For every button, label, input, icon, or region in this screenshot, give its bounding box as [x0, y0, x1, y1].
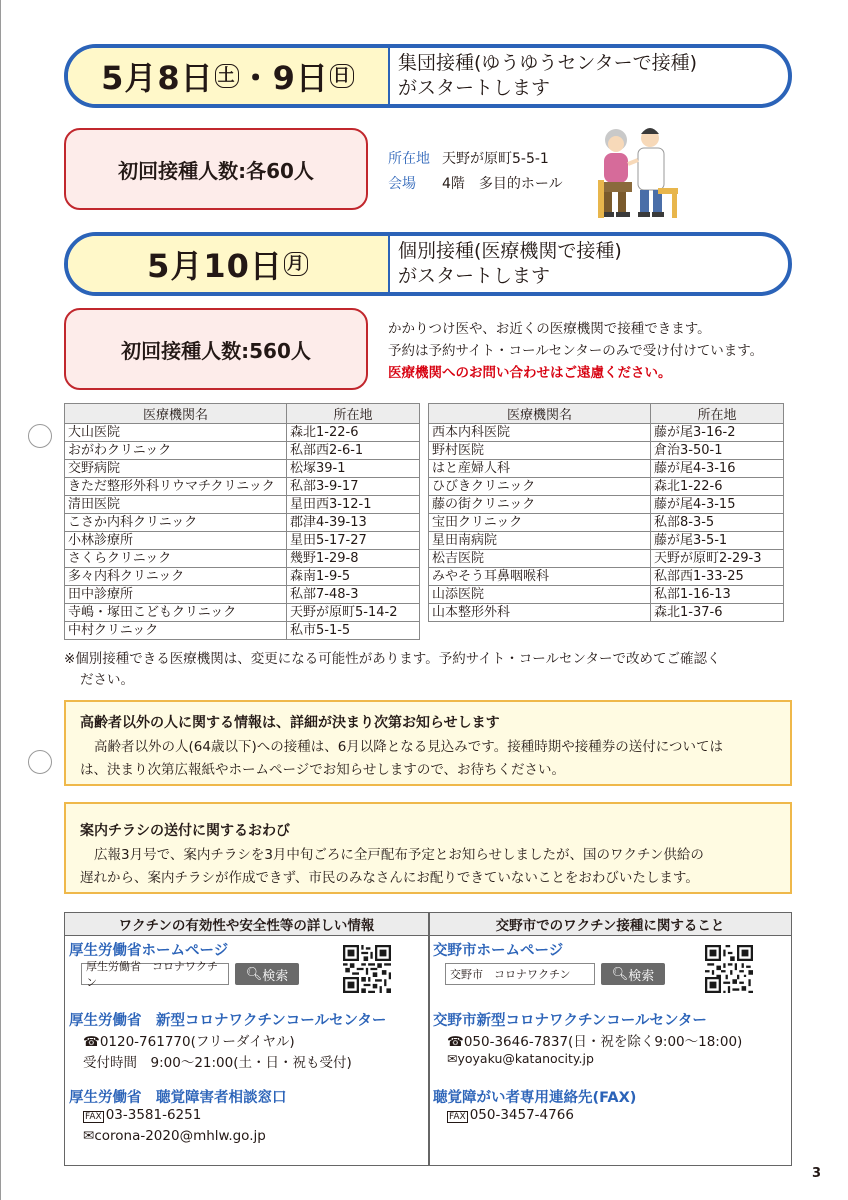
clinic-name-cell: 交野病院: [65, 460, 287, 478]
clinic-address-cell: 天野が原町2-29-3: [651, 550, 784, 568]
clinic-address-cell: 私部8-3-5: [651, 514, 784, 532]
banner-line: 集団接種(ゆうゆうセンターで接種): [398, 52, 698, 74]
banner-individual-vaccination: [64, 232, 792, 296]
table-row: [65, 460, 420, 478]
email-address[interactable]: yoyaku@katanocity.jp: [457, 1051, 594, 1066]
notice-body: [80, 844, 784, 890]
clinic-address-cell: 藤が尾3-16-2: [651, 424, 784, 442]
banner-line: 個別接種(医療機関で接種): [398, 240, 622, 262]
katano-fax: [447, 1107, 574, 1123]
table-row: [65, 442, 420, 460]
table-row: [429, 496, 784, 514]
banner-group-vaccination: [64, 44, 792, 108]
notice-body: [80, 736, 784, 782]
clinic-name-cell: 西本内科医院: [429, 424, 651, 442]
fax-icon: FAX: [85, 1112, 102, 1122]
clinic-name-cell: 多々内科クリニック: [65, 568, 287, 586]
banner-date: [68, 236, 390, 292]
column-divider: [428, 913, 430, 1165]
info-line: 予約は予約サイト・コールセンターのみで受け付けています。: [388, 343, 764, 359]
mhlw-email: [83, 1128, 266, 1144]
phone-number: 0120-761770(フリーダイヤル): [99, 1034, 295, 1050]
page-number: 3: [812, 1166, 822, 1181]
location-value: 天野が原町5-5-1: [442, 151, 549, 167]
fax-number: 050-3457-4766: [469, 1107, 574, 1123]
clinic-address-cell: 郡津4-39-13: [287, 514, 420, 532]
clinic-name-cell: 大山医院: [65, 424, 287, 442]
clinic-address-cell: 森北1-22-6: [287, 424, 420, 442]
phone-icon: ☎: [447, 1034, 464, 1050]
column-header-address: 所在地: [651, 404, 784, 424]
banner-line: がスタートします: [398, 265, 551, 287]
clinic-address-cell: 私市5-1-5: [287, 622, 420, 640]
weekday-badge: 土: [215, 64, 239, 88]
clinic-address-cell: 私部7-48-3: [287, 586, 420, 604]
clinic-table-right: [428, 403, 784, 622]
date-text: ・9日: [239, 59, 329, 97]
katano-qr-code: [705, 945, 753, 993]
notice-apology: [64, 802, 792, 894]
table-row: [65, 532, 420, 550]
clinic-name-cell: 山添医院: [429, 586, 651, 604]
clinic-name-cell: 小林診療所: [65, 532, 287, 550]
search-button-label: 検索: [628, 968, 655, 984]
count-text: 初回接種人数:560人: [121, 338, 311, 363]
banner-line: がスタートします: [398, 77, 551, 99]
notice-non-elderly: [64, 700, 792, 786]
clinic-address-cell: 藤が尾4-3-15: [651, 496, 784, 514]
clinic-table-left: [64, 403, 420, 640]
table-row: [429, 550, 784, 568]
table-row: [65, 568, 420, 586]
clinic-name-cell: さくらクリニック: [65, 550, 287, 568]
katano-email: [447, 1051, 594, 1066]
clinic-name-cell: ひびきクリニック: [429, 478, 651, 496]
clinic-address-cell: 私部1-16-13: [651, 586, 784, 604]
group-count-box: [64, 128, 368, 210]
table-row: [429, 460, 784, 478]
search-button-label: 検索: [262, 968, 289, 984]
table-row: [65, 424, 420, 442]
clinic-address-cell: 幾野1-29-8: [287, 550, 420, 568]
notice-line: は、決まり次第広報紙やホームページでお知らせしますので、お待ちください。: [80, 762, 566, 778]
clinic-name-cell: 田中診療所: [65, 586, 287, 604]
table-row: [429, 568, 784, 586]
clinic-name-cell: 山本整形外科: [429, 604, 651, 622]
column-header-name: 医療機関名: [65, 404, 287, 424]
doctor-patient-illustration: [594, 120, 684, 222]
info-line: かかりつけ医や、お近くの医療機関で接種できます。: [388, 321, 711, 337]
katano-search-button: [601, 963, 665, 985]
clinic-name-cell: 宝田クリニック: [429, 514, 651, 532]
clinic-name-cell: きただ整形外科リウマチクリニック: [65, 478, 287, 496]
table-row: [65, 478, 420, 496]
table-row: [65, 496, 420, 514]
katano-hearing-title: 聴覚障がい者専用連絡先(FAX): [433, 1090, 637, 1106]
weekday-badge: 月: [284, 252, 308, 276]
clinic-address-cell: 私部西2-6-1: [287, 442, 420, 460]
clinic-address-cell: 天野が原町5-14-2: [287, 604, 420, 622]
note-line: ※個別接種できる医療機関は、変更になる可能性があります。予約サイト・コールセンターで改めてご確認く: [64, 651, 721, 667]
punch-hole: [28, 424, 52, 448]
group-location: [388, 146, 563, 196]
search-icon: 🔍︎: [611, 966, 629, 982]
clinic-name-cell: 星田南病院: [429, 532, 651, 550]
table-row: [429, 424, 784, 442]
clinic-name-cell: 寺嶋・塚田こどもクリニック: [65, 604, 287, 622]
fax-icon: FAX: [449, 1112, 466, 1122]
count-text: 初回接種人数:各60人: [118, 158, 314, 183]
mhlw-callcenter-title: 厚生労働省 新型コロナワクチンコールセンター: [69, 1013, 387, 1029]
clinic-address-cell: 私部西1-33-25: [651, 568, 784, 586]
warning-text: 医療機関へのお問い合わせはご遠慮ください。: [388, 365, 672, 381]
punch-hole: [28, 750, 52, 774]
mhlw-hours: 受付時間 9:00～21:00(土・日・祝も受付): [83, 1055, 352, 1071]
clinic-name-cell: 清田医院: [65, 496, 287, 514]
clinic-address-cell: 星田西3-12-1: [287, 496, 420, 514]
column-header-address: 所在地: [287, 404, 420, 424]
clinic-address-cell: 倉治3-50-1: [651, 442, 784, 460]
table-row: [429, 442, 784, 460]
clinic-name-cell: 藤の街クリニック: [429, 496, 651, 514]
clinic-name-cell: 野村医院: [429, 442, 651, 460]
mhlw-phone: [83, 1030, 295, 1050]
note-line: ださい。: [80, 672, 134, 688]
notice-title: 案内チラシの送付に関するおわび: [80, 823, 290, 839]
table-row: [429, 586, 784, 604]
date-text: 5月10日: [147, 247, 283, 285]
page-edge: [0, 0, 1, 1200]
katano-homepage-title[interactable]: 交野市ホームページ: [433, 943, 564, 959]
clinic-address-cell: 松塚39-1: [287, 460, 420, 478]
mhlw-search-button: [235, 963, 299, 985]
individual-count-box: [64, 308, 368, 390]
mail-icon: ✉: [83, 1128, 95, 1144]
phone-icon: ☎: [83, 1034, 100, 1050]
venue-value: 4階 多目的ホール: [442, 176, 563, 192]
table-row: [65, 604, 420, 622]
table-row: [65, 622, 420, 640]
mhlw-hearing-title: 厚生労働省 聴覚障害者相談窓口: [69, 1090, 287, 1106]
search-icon: 🔍︎: [245, 966, 263, 982]
date-text: 5月8日: [101, 59, 214, 97]
table-row: [429, 532, 784, 550]
table-header-row: [65, 404, 420, 424]
table-row: [429, 514, 784, 532]
clinic-address-cell: 藤が尾4-3-16: [651, 460, 784, 478]
individual-info: [388, 318, 763, 384]
mhlw-homepage-title[interactable]: 厚生労働省ホームページ: [69, 943, 229, 959]
notice-line: 遅れから、案内チラシが作成できず、市民のみなさんにお配りできていないことをおわびいたします。: [80, 870, 699, 886]
right-column-header: 交野市でのワクチン接種に関すること: [430, 913, 791, 936]
notice-line: 広報3月号で、案内チラシを3月中旬ごろに全戸配布予定とお知らせしましたが、国のワクチン供給の: [94, 847, 704, 863]
clinic-name-cell: おがわクリニック: [65, 442, 287, 460]
location-label: 所在地: [388, 151, 430, 167]
fax-number: 03-3581-6251: [105, 1107, 202, 1123]
notice-line: 高齢者以外の人(64歳以下)への接種は、6月以降となる見込みです。接種時期や接種券の送付については: [94, 739, 723, 755]
mail-icon: ✉: [447, 1051, 458, 1066]
clinic-name-cell: はと産婦人科: [429, 460, 651, 478]
katano-search-field: 交野市 コロナワクチン: [445, 963, 595, 985]
table-row: [65, 514, 420, 532]
katano-phone: [447, 1030, 742, 1050]
mhlw-search-field: 厚生労働省 コロナワクチン: [81, 963, 229, 985]
banner-title: [398, 51, 697, 101]
clinic-address-cell: 森南1-9-5: [287, 568, 420, 586]
clinic-address-cell: 藤が尾3-5-1: [651, 532, 784, 550]
contact-info-panel: [64, 912, 792, 1166]
clinic-note: [64, 649, 794, 691]
clinic-name-cell: 松吉医院: [429, 550, 651, 568]
clinic-address-cell: 星田5-17-27: [287, 532, 420, 550]
table-row: [429, 604, 784, 622]
banner-date: [68, 48, 390, 104]
clinic-address-cell: 森北1-37-6: [651, 604, 784, 622]
clinic-address-cell: 私部3-9-17: [287, 478, 420, 496]
phone-number: 050-3646-7837(日・祝を除く9:00～18:00): [463, 1034, 743, 1050]
left-column-header: ワクチンの有効性や安全性等の詳しい情報: [65, 913, 428, 936]
email-address[interactable]: corona-2020@mhlw.go.jp: [94, 1128, 266, 1144]
clinic-name-cell: みやそう耳鼻咽喉科: [429, 568, 651, 586]
table-row: [65, 586, 420, 604]
clinic-name-cell: こさか内科クリニック: [65, 514, 287, 532]
column-header-name: 医療機関名: [429, 404, 651, 424]
clinic-name-cell: 中村クリニック: [65, 622, 287, 640]
mhlw-fax: [83, 1107, 201, 1123]
table-header-row: [429, 404, 784, 424]
clinic-address-cell: 森北1-22-6: [651, 478, 784, 496]
table-row: [429, 478, 784, 496]
table-row: [65, 550, 420, 568]
mhlw-qr-code: [343, 945, 391, 993]
notice-title: 高齢者以外の人に関する情報は、詳細が決まり次第お知らせします: [80, 715, 500, 731]
venue-label: 会場: [388, 176, 416, 192]
banner-title: [398, 239, 622, 289]
weekday-badge: 日: [330, 64, 354, 88]
katano-callcenter-title: 交野市新型コロナワクチンコールセンター: [433, 1013, 707, 1029]
